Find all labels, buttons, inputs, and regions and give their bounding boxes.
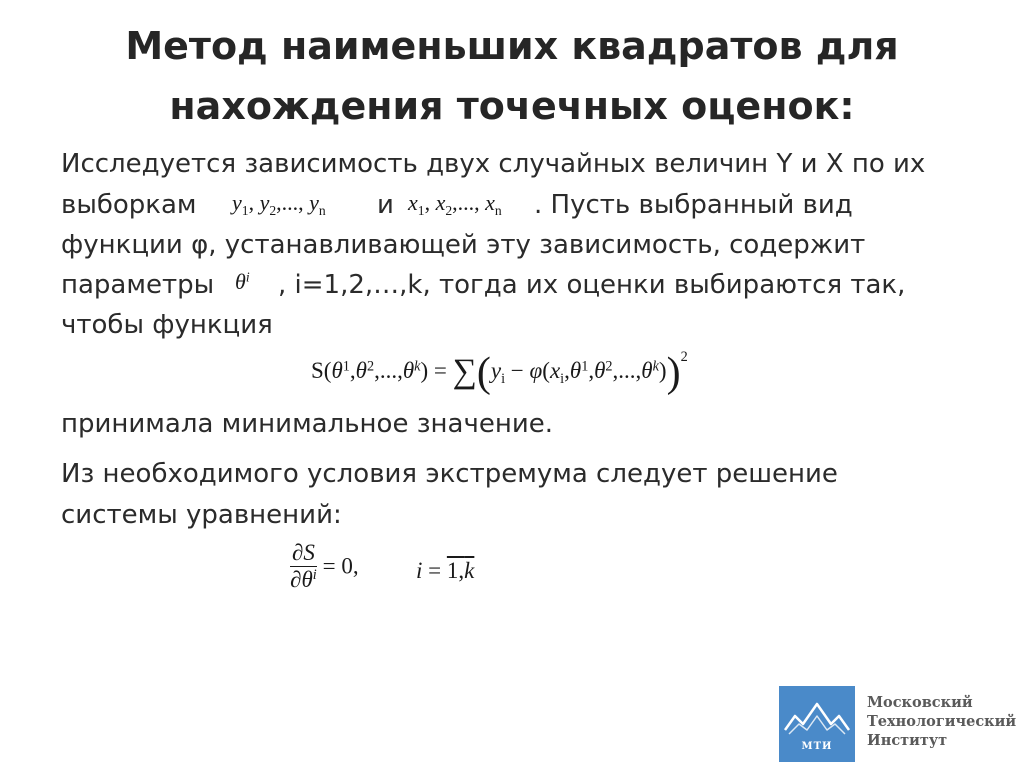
paragraph-2: принимала минимальное значение. [61,409,553,439]
paragraph-1-line-5: чтобы функция [61,310,273,340]
paragraph-3-line-2: системы уравнений: [61,500,342,530]
paragraph-1-line-2-start: выборкам [61,190,197,220]
paragraph-3-line-1: Из необходимого условия экстремума следует решение [61,459,838,489]
logo-abbreviation: МТИ [801,741,833,752]
slide-title-line-1: Метод наименьших квадратов для [125,24,899,68]
x-sample-formula: $x_1$, $x_2$,..., $x_n$ [408,190,502,218]
paragraph-1-line-2-and: и [377,190,394,220]
institute-name-line-1: Московский [867,694,973,711]
paragraph-1-line-4-end: , i=1,2,…,k, тогда их оценки выбираются так, [278,270,906,300]
institute-name-line-3: Институт [867,732,948,749]
slide-title-line-2: нахождения точечных оценок: [169,84,855,128]
paragraph-1-line-2-end: . Пусть выбранный вид [534,190,853,220]
paragraph-1-line-3: функции φ, устанавливающей эту зависимость, содержит [61,230,866,260]
paragraph-1-line-4-start: параметры [61,270,215,300]
objective-function-formula: $S(\theta^1,\theta^2,...,\theta^k) = \sum(y_i - \varphi(x_i,\theta^1,\theta^2,...,\theta^k))^2$ [311,349,688,397]
extremum-condition-formula: $\frac{\partial S}{\partial\theta^i}$ = 0, [290,540,359,592]
y-sample-formula: $y_1$, $y_2$,..., $y_n$ [232,190,326,218]
institute-name-line-2: Технологический [867,713,1017,730]
theta-i-formula: $\theta^i$ [235,269,250,294]
index-range-formula: $i = 1,\overline{k}$ [416,558,475,583]
paragraph-1-line-1: Исследуется зависимость двух случайных величин Y и X по их [61,149,926,179]
